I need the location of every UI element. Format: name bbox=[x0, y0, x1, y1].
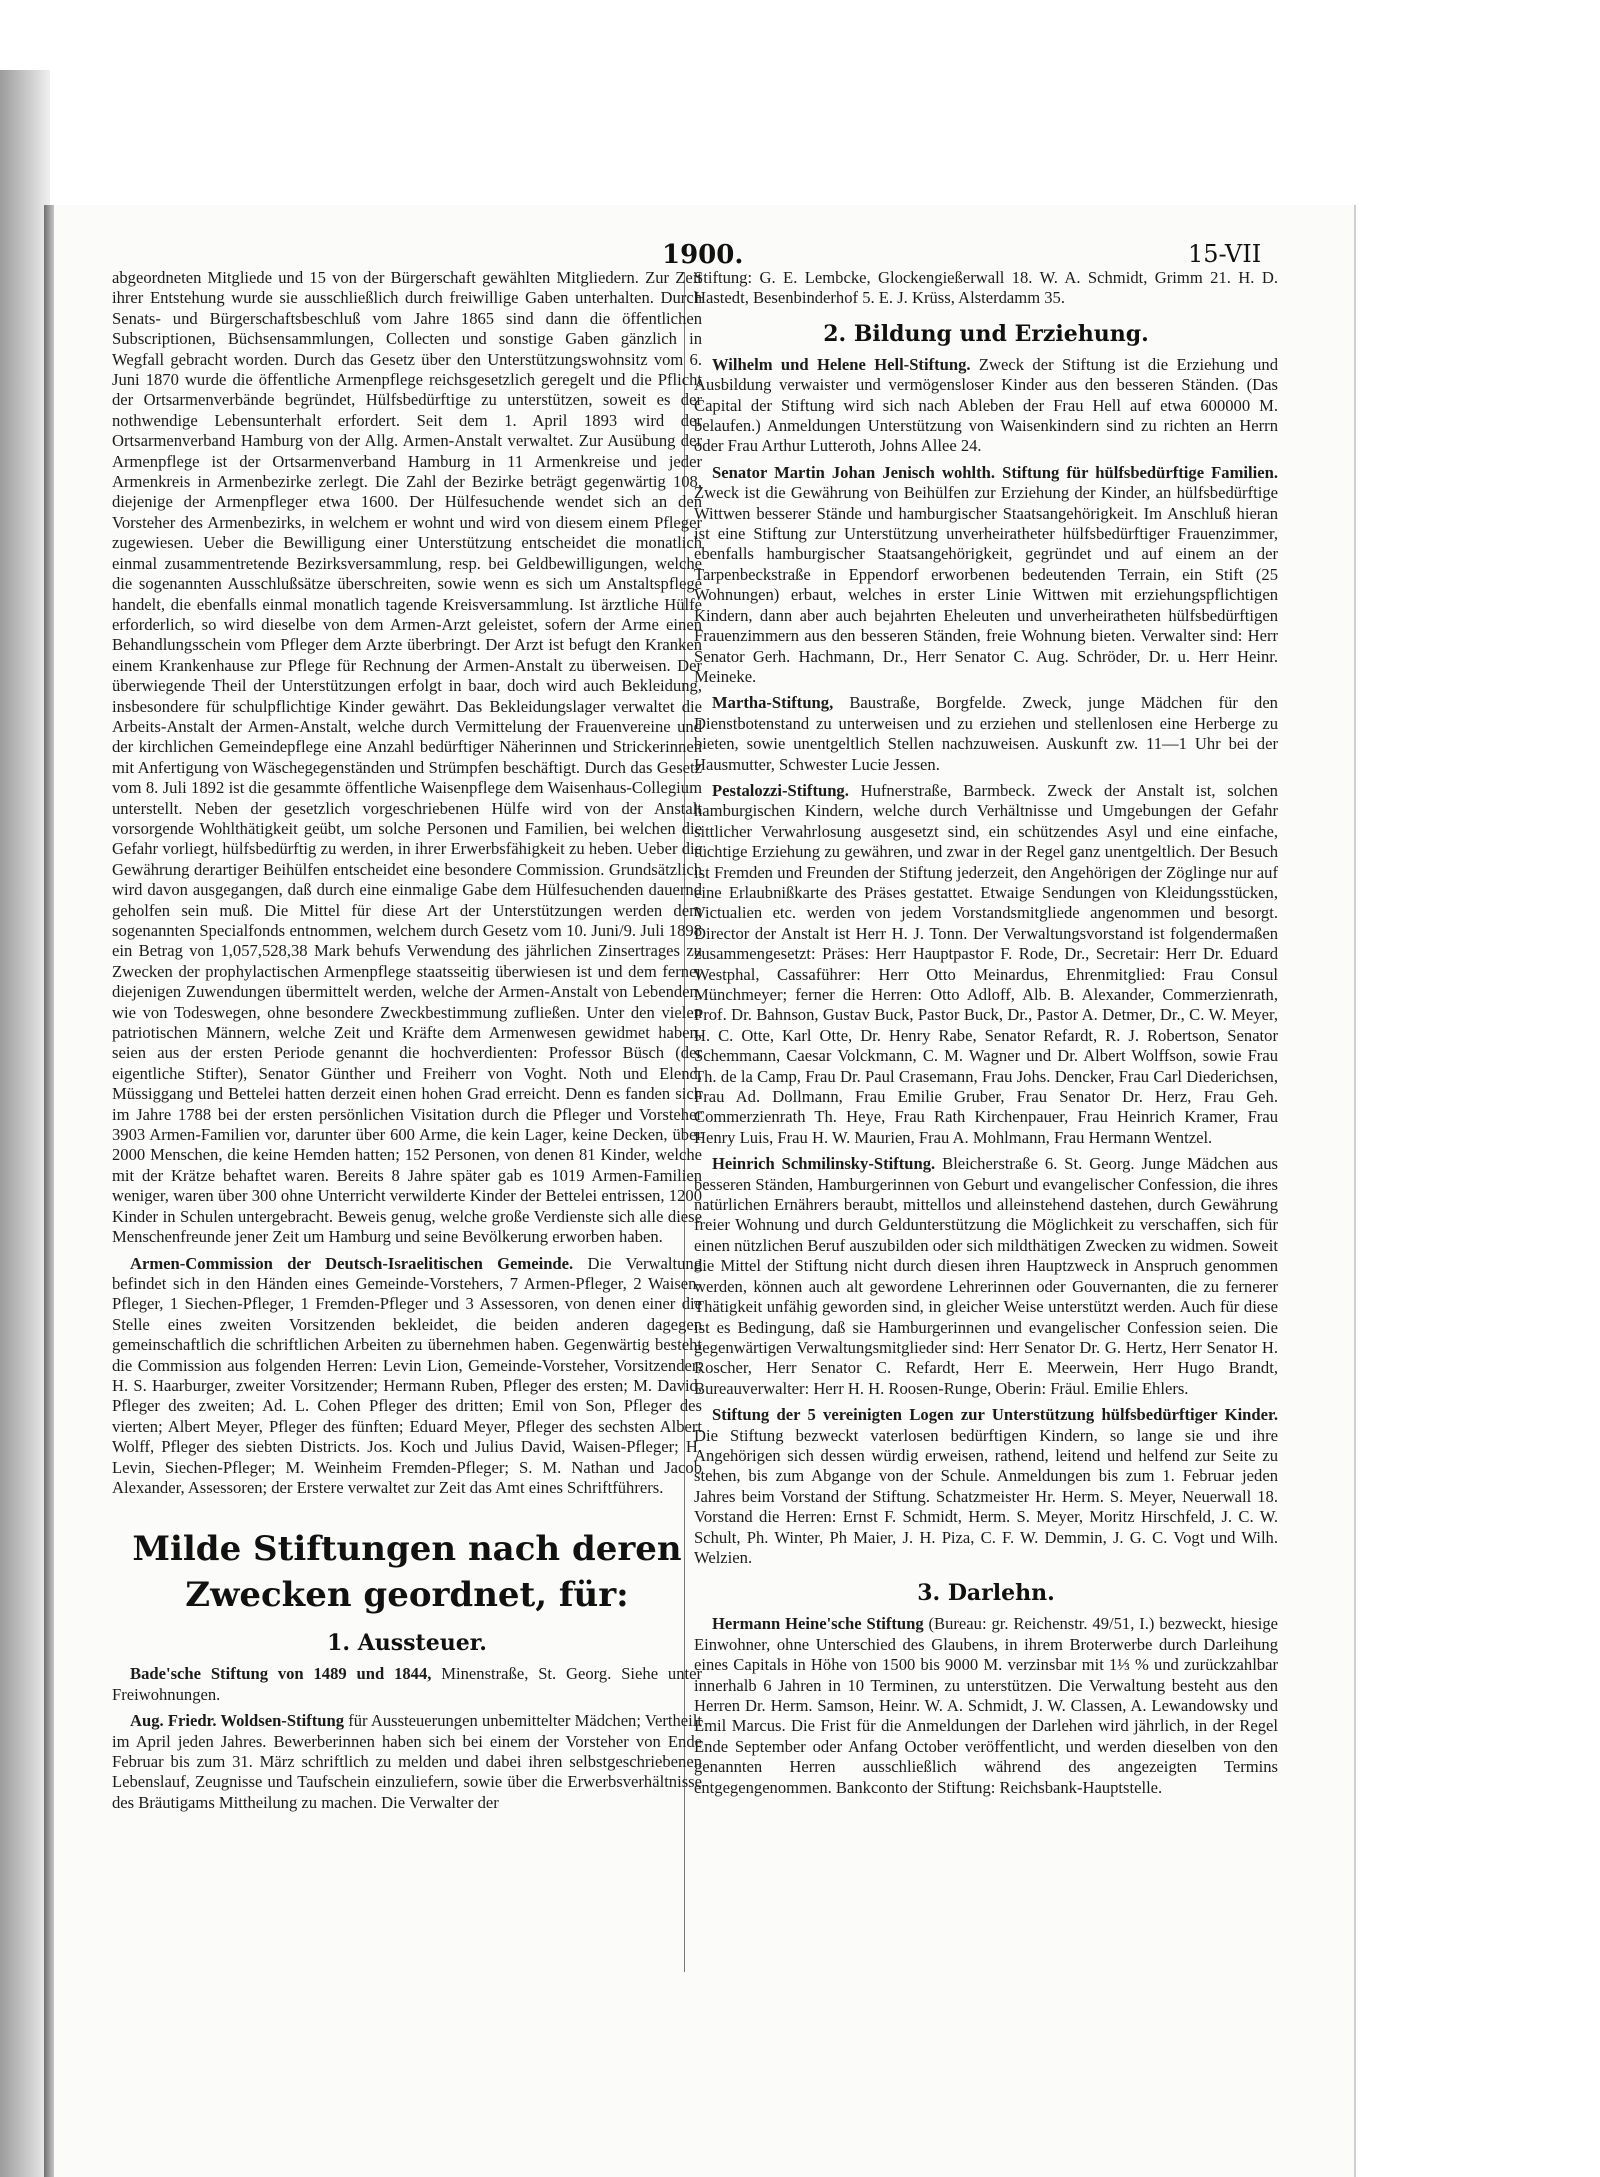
paragraph-continuation: Stiftung: G. E. Lembcke, Glockengießerwall 18. W. A. Schmidt, Grimm 21. H. D. Hastedt, Besenbinderhof 5. E. J. Krüss, Alsterdamm 35. bbox=[694, 268, 1278, 308]
left-column bbox=[112, 268, 702, 1819]
page-header-number: 15-VII bbox=[1188, 240, 1262, 268]
entry-text: Die Stiftung bezweckt vaterlosen bedürftigen Kindern, so lange sie und ihre Angehörigen sich dessen würdig erweisen, rathend, leitend und helfend zur Seite zu stehen, bis zum Abgange von der Schule. Anmeldungen bis zum 1. Februar jeden Jahres beim Vorstand der Stiftung. Schatzmeister Hr. Herm. S. Meyer, Neuerwall 18. Vorstand die Herren: Ernst F. Schmidt, Herm. S. Meyer, Moritz Hirschfeld, J. C. W. Schult, Ph. Winter, Ph Maier, J. H. Piza, C. F. W. Demmin, J. G. C. Vogt und Wilh. Welzien. bbox=[694, 1425, 1278, 1567]
right-column bbox=[694, 268, 1278, 1804]
entry-heine-stiftung bbox=[694, 1614, 1278, 1798]
page-header-year: 1900. bbox=[662, 240, 744, 270]
entry-lead: Wilhelm und Helene Hell-Stiftung. bbox=[712, 354, 971, 374]
entry-lead: Stiftung der 5 vereinigten Logen zur Unterstützung hülfsbedürftiger Kinder. bbox=[712, 1405, 1278, 1425]
entry-jenisch-stiftung bbox=[694, 463, 1278, 687]
entry-text: Bleicherstraße 6. St. Georg. Junge Mädchen aus besseren Ständen, Hamburgerinnen von Geburt und evangelischer Confession, die ihres natürlichen Ernährers beraubt, mittellos und alleinstehend dastehen, durch Gewährung freier Wohnung und durch Geldunterstützung die Möglichkeit zu verschaffen, sich für einen nützlichen Beruf auszubilden oder sich mildthätigen Zwecken zu widmen. Soweit die Mittel der Stiftung nicht durch diesen ihren Hauptzweck in Anspruch genommen werden, können auch alt gewordene Lehrerinnen oder Gouvernanten, die zu fernerer Thätigkeit unfähig geworden sind, in gleicher Weise unterstützt werden. Auch für diese ist es Bedingung, daß sie Hamburgerinnen und evangelischer Confession seien. Die gegenwärtigen Verwaltungsmitglieder sind: Herr Senator Dr. G. Hertz, Herr Senator H. Roscher, Herr Senator C. Refardt, Herr E. Meerwein, Herr Hugo Brandt, Bureauverwalter: Herr H. H. Roosen-Runge, Oberin: Fräul. Emilie Ehlers. bbox=[694, 1154, 1278, 1398]
entry-lead: Pestalozzi-Stiftung. bbox=[712, 780, 849, 800]
entry-text: Minenstraße, St. Georg. Siehe unter Freiwohnungen. bbox=[112, 1664, 702, 1704]
paragraph-armen-commission bbox=[112, 1254, 702, 1499]
subsection-title-aussteuer: 1. Aussteuer. bbox=[327, 1630, 487, 1657]
entry-logen-stiftung bbox=[694, 1405, 1278, 1568]
book-binding bbox=[0, 70, 50, 2177]
entry-text: Baustraße, Borgfelde. Zweck, junge Mädchen für den Dienstbotenstand zu unterweisen und zu erziehen und stellenlosen eine Herberge zu bieten, sowie unentgeltlich Stellen nachzuweisen. Auskunft zw. 11—1 Uhr bei der Hausmutter, Schwester Lucie Jessen. bbox=[694, 693, 1278, 774]
entry-martha-stiftung bbox=[694, 693, 1278, 775]
entry-lead: Bade'sche Stiftung von 1489 und 1844, bbox=[130, 1664, 432, 1684]
entry-text: Zweck ist die Gewährung von Beihülfen zur Erziehung der Kinder, an hülfsbedürftige Wittwen besserer Stände und hamburgischer Staatsangehörigkeit. Im Anschluß hieran ist eine Stiftung zur Unterstützung unverheiratheter hülfsbedürftiger Frauenzimmer, ebenfalls hamburgischer Staatsangehörigkeit, gegründet und auf einem an der Tarpenbeckstraße in Eppendorf erworbenen bedeutenden Terrain, ein Stift (25 Wohnungen) erbaut, welches in erster Linie Wittwen mit erziehungspflichtigen Kindern, dann aber auch bejahrten Eheleuten und unverheiratheten hülfsbedürftigen Frauenzimmern aus den besseren Ständen, freie Wohnung bieten. Verwalter sind: Herr Senator Gerh. Hachmann, Dr., Herr Senator C. Aug. Schröder, Dr. u. Herr Heinr. Meineke. bbox=[694, 483, 1278, 686]
entry-text: für Aussteuerungen unbemittelter Mädchen; Vertheilt im April jeden Jahres. Bewerberinnen haben sich bei einem der Vorsteher von Ende Februar bis zum 31. März schriftlich zu melden und dabei ihren selbstgeschriebenen Lebenslauf, Zeugnisse und Taufschein einzuliefern, sowie über die Erwerbsverhältnisse des Bräutigams Mittheilung zu machen. Die Verwalter der bbox=[112, 1711, 702, 1812]
entry-text: Die Verwaltung befindet sich in den Händen eines Gemeinde-Vorstehers, 7 Armen-Pfleger, 2 Waisen-Pfleger, 1 Siechen-Pfleger, 1 Fremden-Pfleger und 3 Assessoren, von denen einer die Stelle eines zweiten Vorsitzenden bekleidet, die beiden anderen dagegen gemeinschaftlich die schriftlichen Arbeiten zu übernehmen haben. Gegenwärtig besteht die Commission aus folgenden Herren: Levin Lion, Gemeinde-Vorsteher, Vorsitzender; H. S. Haarburger, zweiter Vorsitzender; Hermann Ruben, Pfleger des ersten; M. David, Pfleger des zweiten; Ad. L. Cohen Pfleger des dritten; Emil von Son, Pfleger des vierten; Albert Meyer, Pfleger des fünften; Eduard Meyer, Pfleger des sechsten Albert Wolff, Pfleger des siebten Districts. Jos. Koch und Julius David, Waisen-Pfleger; H. Levin, Siechen-Pfleger; M. Weinheim Fremden-Pfleger; S. M. Nathan und Jacob Alexander, Assessoren; der Erstere verwaltet zur Zeit das Amt eines Schriftführers. bbox=[112, 1253, 702, 1497]
section-title: Milde Stiftungen nach deren Zwecken geordnet, für: bbox=[132, 1529, 682, 1616]
entry-bade-stiftung bbox=[112, 1664, 702, 1705]
section-title-bildung: 2. Bildung und Erziehung. bbox=[823, 320, 1149, 347]
entry-lead: Aug. Friedr. Woldsen-Stiftung bbox=[130, 1711, 345, 1731]
entry-text: Hufnerstraße, Barmbeck. Zweck der Anstalt ist, solchen hamburgischen Kindern, welche durch Verhältnisse und Umgebungen der Gefahr sittlicher Verwahrlosung ausgesetzt sind, ein schützendes Asyl und eine einfache, tüchtige Erziehung zu gewähren, und zwar in der Regel ganz unentgeltlich. Der Besuch ist Fremden und Freunden der Stiftung jederzeit, den Angehörigen der Zöglinge nur auf eine Erlaubnißkarte des Präses gestattet. Etwaige Sendungen von Kleidungsstücken, Victualien etc. werden von jedem Vorstandsmitgliede angenommen und besorgt. Director der Anstalt ist Herr H. J. Tonn. Der Verwaltungsvorstand ist folgendermaßen zusammengesetzt: Präses: Herr Hauptpastor F. Rode, Dr., Secretair: Herr Dr. Eduard Westphal, Cassaführer: Herr Otto Meinardus, Ehrenmitglied: Frau Consul Münchmeyer; ferner die Herren: Otto Adloff, Alb. B. Alexander, Commerzienrath, Prof. Dr. Bahnson, Gustav Buck, Pastor Buck, Dr., Pastor A. Detmer, Dr., C. W. Meyer, H. C. Otte, Karl Otte, Dr. Henry Rabe, Senator Refardt, R. J. Robertson, Senator Schemmann, Caesar Volckmann, C. M. Wagner und Dr. Albert Wolffson, sowie Frau Th. de la Camp, Frau Dr. Paul Crasemann, Frau Johs. Dencker, Frau Carl Diederichsen, Frau Ad. Dollmann, Frau Emilie Gruber, Frau Senator Dr. Herz, Frau Geh. Commerzienrath Th. Heye, Frau Rath Kirchenpauer, Frau Heinrich Kramer, Frau Henry Luis, Frau H. W. Maurien, Frau A. Mohlmann, Frau Hermann Wentzel. bbox=[694, 780, 1278, 1147]
entry-schmilinsky-stiftung bbox=[694, 1154, 1278, 1399]
entry-lead: Martha-Stiftung, bbox=[712, 693, 834, 713]
section-title-darlehn: 3. Darlehn. bbox=[917, 1580, 1055, 1607]
entry-woldsen-stiftung bbox=[112, 1711, 702, 1813]
entry-lead: Hermann Heine'sche Stiftung bbox=[712, 1614, 924, 1634]
entry-pestalozzi-stiftung bbox=[694, 781, 1278, 1148]
entry-lead: Armen-Commission der Deutsch-Israelitischen Gemeinde. bbox=[130, 1253, 574, 1273]
entry-text: (Bureau: gr. Reichenstr. 49/51, I.) bezweckt, hiesige Einwohner, ohne Unterschied des Glaubens, in ihrem Broterwerbe durch Darleihung eines Capitals in Höhe von 1500 bis 9000 M. verzinsbar mit 1⅓ % und zurückzahlbar innerhalb 6 Jahren in 10 Terminen, zu unterstützen. Die Verwaltung besteht aus den Herren Dr. Herm. Samson, Heinr. W. A. Schmidt, J. W. Classen, A. Lewandowsky und Emil Marcus. Die Frist für die Anmeldungen der Darlehen wird jährlich, in der Regel Ende September oder Anfang October veröffentlicht, und werden dieselben von den genannten Herren ausschließlich während des angezeigten Termins entgegengenommen. Bankconto der Stiftung: Reichsbank-Hauptstelle. bbox=[694, 1614, 1278, 1797]
entry-hell-stiftung bbox=[694, 355, 1278, 457]
entry-lead: Senator Martin Johan Jenisch wohlth. Stiftung für hülfsbedürftige Familien. bbox=[712, 462, 1278, 482]
entry-lead: Heinrich Schmilinsky-Stiftung. bbox=[712, 1154, 936, 1174]
entry-text: Zweck der Stiftung ist die Erziehung und Ausbildung verwaister und vermögensloser Kinder aus den besseren Ständen. (Das Capital der Stiftung wird sich nach Ableben der Frau Hell auf etwa 600000 M. belaufen.) Anmeldungen Unterstützung von Waisenkindern sind zu richten an Herrn oder Frau Arthur Lutteroth, Johns Allee 24. bbox=[694, 354, 1278, 456]
paragraph-armenanstalt: abgeordneten Mitgliede und 15 von der Bürgerschaft gewählten Mitgliedern. Zur Zeit ihrer Entstehung wurde sie ausschließlich durch freiwillige Gaben unterhalten. Durch Senats- und Bürgerschaftsbeschluß vom Jahre 1865 sind dann die öffentlichen Subscriptionen, Büchsensammlungen, Collecten und sonstige Gaben gänzlich in Wegfall gebracht worden. Durch das Gesetz über den Unterstützungswohnsitz vom 6. Juni 1870 wurde die öffentliche Armenpflege reichsgesetzlich geregelt und die Pflicht der Ortsarmenverbände begründet, Hülfsbedürftige zu unterstützen, soweit es der nothwendige Lebensunterhalt erfordert. Seit dem 1. April 1893 wird der Ortsarmenverband Hamburg von der Allg. Armen-Anstalt verwaltet. Zur Ausübung der Armenpflege ist der Ortsarmenverband Hamburg in 11 Armenkreise und jeder Armenkreis in Armenbezirke zerlegt. Die Zahl der Bezirke beträgt gegenwärtig 108, diejenige der Armenpfleger etwa 1600. Der Hülfesuchende wendet sich an den Vorsteher des Armenbezirks, in welchem er wohnt und wird von diesem einem Pfleger zugewiesen. Ueber die Bewilligung einer Unterstützung entscheidet die monatlich einmal zusammentretende Bezirksversammlung, resp. bei Geldbewilligungen, welche die sogenannten Ausschlußsätze überschreiten, sowie wenn es sich um Anstaltspflege handelt, die ebenfalls einmal monatlich tagende Kreisversammlung. Ist ärztliche Hülfe erforderlich, so wird dieselbe von dem Armen-Arzt geleistet, sofern der Arme einen Behandlungsschein vom Pfleger dem Arzte überbringt. Der Arzt ist befugt den Kranken einem Krankenhause zur Pflege für Rechnung der Armen-Anstalt zu überweisen. Der überwiegende Theil der Unterstützungen erfolgt in baar, doch wird auch Bekleidung, insbesondere für schulpflichtige Kinder gewährt. Das Bekleidungslager verwaltet die Arbeits-Anstalt der Armen-Anstalt, welche durch Vermittelung der Frauenvereine und der kirchlichen Gemeindepflege eine Anzahl bedürftiger Näherinnen und Strickerinnen mit Anfertigung von Wäschegegenständen und Strümpfen beschäftigt. Durch das Gesetz vom 8. Juli 1892 ist die gesammte öffentliche Waisenpflege dem Waisenhaus-Collegium unterstellt. Neben der gesetzlich vorgeschriebenen Hülfe wird von der Anstalt vorsorgende Wohlthätigkeit geübt, um solche Personen und Familien, bei welchen die Gefahr vorliegt, hülfsbedürftig zu werden, in ihrer Erwerbsfähigkeit zu heben. Ueber die Gewährung derartiger Beihülfen entscheidet eine besondere Commission. Grundsätzlich wird davon ausgegangen, daß durch eine einmalige Gabe dem Hülfesuchenden dauernd geholfen sein muß. Die Mittel für diese Art der Unterstützungen werden dem sogenannten Specialfonds entnommen, welchem durch Gesetz vom 10. Juni/9. Juli 1898 ein Betrag von 1,057,528,38 Mark behufs Verwendung des jährlichen Zinsertrages zu Zwecken der prophylactischen Armenpflege staatsseitig überwiesen ist und dem ferner diejenigen Zuwendungen übermittelt werden, welche der Armen-Anstalt von Lebenden, wie von Todeswegen, ohne besondere Zweckbestimmung zufließen. Unter den vielen patriotischen Männern, welche Zeit und Kräfte dem Armenwesen gewidmet haben, seien aus der ersten Periode genannt die hochverdienten: Professor Büsch (der eigentliche Stifter), Senator Günther und Freiherr von Voght. Noth und Elend, Müssiggang und Bettelei hatten derzeit einen hohen Grad erreicht. Denn es fanden sich im Jahre 1788 bei der ersten persönlichen Visitation durch die Pfleger und Vorsteher 3903 Armen-Familien vor, darunter über 600 Arme, die kein Lager, keine Decken, über 2000 Menschen, die keine Hemden hatten; 152 Personen, von denen 81 Kinder, welche mit der Krätze behaftet waren. Bereits 8 Jahre später gab es 1019 Armen-Familien weniger, waren über 300 ohne Unterricht verwilderte Kinder der Bettelei entrissen, 1200 Kinder in Schulen untergebracht. Beweis genug, welche große Verdienste sich alle diese Menschenfreunde jener Zeit um Hamburg und seine Bevölkerung erworben haben. bbox=[112, 268, 702, 1247]
